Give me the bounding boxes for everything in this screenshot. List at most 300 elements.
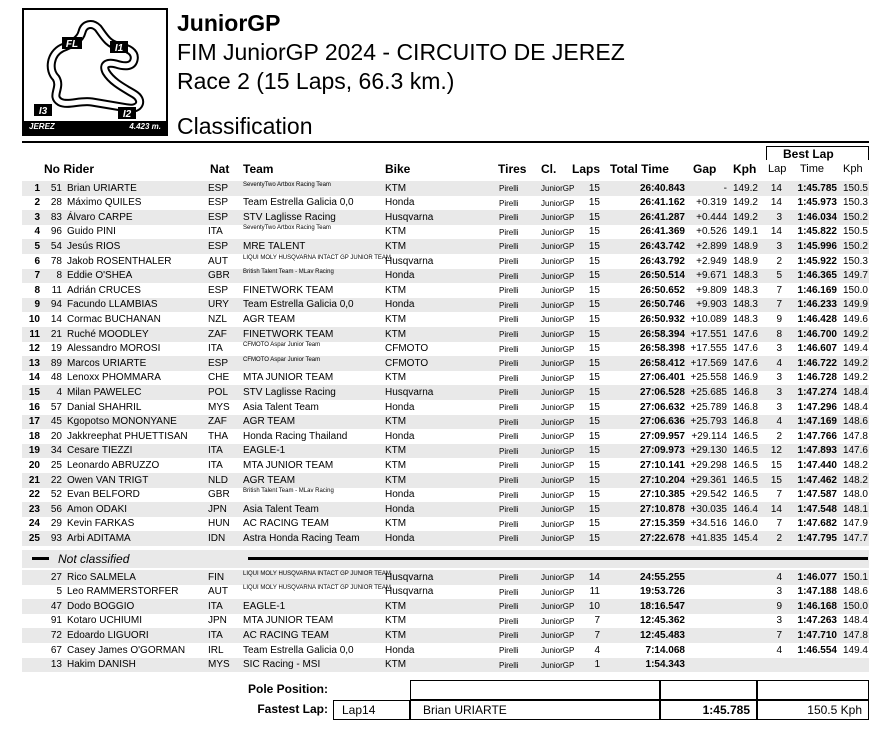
bike-cell: KTM <box>385 600 407 612</box>
fastest-lap-time-box <box>660 700 757 720</box>
nationality-cell: ESP <box>208 182 229 194</box>
fastest-lap-number-box <box>333 700 410 720</box>
position-cell: 7 <box>34 270 40 282</box>
bike-cell: KTM <box>385 226 407 238</box>
best-lap-number-cell: 7 <box>776 629 782 641</box>
number-cell: 78 <box>50 255 62 267</box>
best-lap-time-cell: 1:47.462 <box>797 474 837 486</box>
track-length: 4.423 m. <box>129 122 161 131</box>
number-cell: 8 <box>56 270 62 282</box>
fastest-lap-kph: 150.5 Kph <box>807 703 862 717</box>
number-cell: 14 <box>50 313 62 325</box>
total-time-cell: 26:58.398 <box>639 343 685 355</box>
nationality-cell: ESP <box>208 211 229 223</box>
total-time-cell: 27:06.528 <box>639 386 685 398</box>
total-time-cell: 24:55.255 <box>639 571 685 583</box>
laps-cell: 15 <box>588 182 600 194</box>
best-lap-kph-cell: 148.4 <box>842 386 868 398</box>
kph-cell: 145.4 <box>732 532 758 544</box>
position-cell: 21 <box>28 474 40 486</box>
best-lap-time-cell: 1:47.710 <box>797 629 837 641</box>
fastest-lap-number: Lap14 <box>342 703 376 717</box>
best-lap-kph-cell: 150.3 <box>842 255 868 267</box>
track-label-i1: I1 <box>114 43 124 54</box>
best-lap-kph-cell: 149.2 <box>842 357 868 369</box>
kph-cell: 146.8 <box>732 386 758 398</box>
rider-cell: Arbi ADITAMA <box>67 532 131 544</box>
position-cell: 25 <box>28 532 40 544</box>
team-cell: AC RACING TEAM <box>243 518 329 530</box>
event-title: FIM JuniorGP 2024 - CIRCUITO DE JEREZ <box>177 39 625 65</box>
position-cell: 13 <box>28 357 40 369</box>
total-time-cell: 26:50.652 <box>639 284 685 296</box>
nationality-cell: FIN <box>208 571 225 583</box>
position-cell: 5 <box>34 240 40 252</box>
class-cell: JuniorGP <box>541 286 575 296</box>
best-lap-number-cell: 3 <box>776 386 782 398</box>
best-lap-kph-cell: 150.2 <box>842 240 868 252</box>
class-cell: JuniorGP <box>541 184 575 193</box>
best-lap-time-cell: 1:46.233 <box>797 299 837 311</box>
kph-cell: 149.1 <box>732 226 758 238</box>
tires-cell: Pirelli <box>499 373 519 383</box>
best-lap-kph-cell: 149.9 <box>842 299 868 311</box>
tires-cell: Pirelli <box>499 476 519 485</box>
bike-cell: KTM <box>385 284 407 296</box>
laps-cell: 15 <box>588 518 600 530</box>
class-cell: JuniorGP <box>541 602 575 612</box>
best-lap-time-cell: 1:45.996 <box>797 240 837 252</box>
nationality-cell: POL <box>208 386 229 398</box>
total-time-cell: 26:50.514 <box>639 270 685 282</box>
position-cell: 3 <box>34 211 40 223</box>
number-cell: 13 <box>50 659 62 671</box>
class-cell: JuniorGP <box>541 330 575 339</box>
total-time-cell: 27:09.957 <box>639 430 685 442</box>
rider-cell: Leonardo ABRUZZO <box>67 459 160 471</box>
tires-cell: Pirelli <box>499 631 519 641</box>
position-cell: 15 <box>28 386 40 398</box>
nationality-cell: AUT <box>208 586 228 598</box>
best-lap-number-cell: 3 <box>776 240 782 252</box>
bike-cell: Husqvarna <box>385 571 434 583</box>
bike-cell: Honda <box>385 430 415 442</box>
best-lap-kph-cell: 148.4 <box>842 401 868 413</box>
best-lap-kph-cell: 148.2 <box>842 459 868 471</box>
col-kph: Kph <box>733 162 757 176</box>
best-lap-kph-cell: 148.0 <box>842 489 868 501</box>
class-cell: JuniorGP <box>541 660 575 670</box>
gap-cell: +25.789 <box>690 401 727 413</box>
best-lap-kph-cell: 148.4 <box>842 615 868 627</box>
rider-cell: Dodo BOGGIO <box>67 600 135 612</box>
tires-cell: Pirelli <box>499 184 519 193</box>
number-cell: 48 <box>50 372 62 384</box>
gap-cell: +29.361 <box>690 474 727 486</box>
best-lap-time-cell: 1:47.188 <box>797 586 837 598</box>
tires-cell: Pirelli <box>499 344 519 354</box>
best-lap-time-cell: 1:47.548 <box>797 503 837 515</box>
kph-cell: 147.6 <box>732 328 758 340</box>
col-best-lap-kph: Kph <box>843 163 863 175</box>
total-time-cell: 7:14.068 <box>645 644 685 656</box>
laps-cell: 7 <box>594 629 600 641</box>
best-lap-time-cell: 1:46.169 <box>797 284 837 296</box>
rider-cell: Cesare TIEZZI <box>67 445 133 457</box>
rider-cell: Danial SHAHRIL <box>67 401 142 413</box>
position-cell: 20 <box>28 459 40 471</box>
gap-cell: +29.130 <box>690 445 727 457</box>
bike-cell: Honda <box>385 532 415 544</box>
best-lap-kph-cell: 149.6 <box>842 313 868 325</box>
tires-cell: Pirelli <box>499 660 519 670</box>
table-row <box>22 181 869 196</box>
best-lap-time-cell: 1:47.766 <box>797 430 837 442</box>
table-row <box>22 599 869 614</box>
table-row <box>22 570 869 585</box>
team-cell: Team Estrella Galicia 0,0 <box>243 197 354 209</box>
fastest-lap-kph-box <box>757 700 869 720</box>
race-title: Race 2 (15 Laps, 66.3 km.) <box>177 68 455 94</box>
nationality-cell: ESP <box>208 240 229 252</box>
class-cell: JuniorGP <box>541 631 575 641</box>
position-cell: 23 <box>28 503 40 515</box>
rider-cell: Rico SALMELA <box>67 571 136 583</box>
total-time-cell: 27:10.385 <box>639 489 685 501</box>
team-cell: LIQUI MOLY HUSQVARNA INTACT GP JUNIOR TEAM <box>243 254 391 261</box>
bike-cell: KTM <box>385 328 407 340</box>
class-cell: JuniorGP <box>541 573 575 582</box>
kph-cell: 146.0 <box>732 518 758 530</box>
laps-cell: 7 <box>594 615 600 627</box>
table-row <box>22 254 869 269</box>
number-cell: 25 <box>50 459 62 471</box>
best-lap-kph-cell: 149.4 <box>842 343 868 355</box>
best-lap-kph-cell: 147.8 <box>842 629 868 641</box>
col-best-lap-number: Lap <box>768 163 787 175</box>
number-cell: 54 <box>50 240 62 252</box>
number-cell: 29 <box>50 518 62 530</box>
laps-cell: 15 <box>588 240 600 252</box>
best-lap-number-cell: 7 <box>776 489 782 501</box>
best-lap-number-cell: 7 <box>776 518 782 530</box>
best-lap-time-cell: 1:47.169 <box>797 416 837 428</box>
class-cell: JuniorGP <box>541 461 575 471</box>
tires-cell: Pirelli <box>499 587 519 597</box>
not-classified-dash <box>32 557 49 560</box>
laps-cell: 15 <box>588 416 600 428</box>
number-cell: 4 <box>56 386 62 398</box>
col-no-rider: No Rider <box>44 162 95 176</box>
rider-cell: Cormac BUCHANAN <box>67 313 161 325</box>
laps-cell: 15 <box>588 430 600 442</box>
class-cell: JuniorGP <box>541 344 575 354</box>
track-label-fl: FL <box>65 39 79 50</box>
rider-cell: Brian URIARTE <box>67 182 137 194</box>
class-cell: JuniorGP <box>541 490 575 500</box>
best-lap-time-cell: 1:46.168 <box>797 600 837 612</box>
best-lap-number-cell: 15 <box>770 459 782 471</box>
nationality-cell: CHE <box>208 372 230 384</box>
class-cell: JuniorGP <box>541 476 575 485</box>
track-label-i3: I3 <box>38 106 48 117</box>
nationality-cell: NZL <box>208 313 227 325</box>
bike-cell: KTM <box>385 474 407 486</box>
team-cell: Astra Honda Racing Team <box>243 532 360 544</box>
table-row <box>22 269 869 284</box>
kph-cell: 147.6 <box>732 343 758 355</box>
number-cell: 34 <box>50 445 62 457</box>
best-lap-time-cell: 1:46.728 <box>797 372 837 384</box>
gap-cell: - <box>723 182 727 194</box>
track-info-bar <box>24 121 166 134</box>
pole-time-box <box>660 680 757 700</box>
best-lap-kph-cell: 147.6 <box>842 445 868 457</box>
nationality-cell: ESP <box>208 197 229 209</box>
number-cell: 56 <box>50 503 62 515</box>
gap-cell: +41.835 <box>690 532 727 544</box>
col-gap: Gap <box>693 162 717 176</box>
best-lap-header-box <box>766 146 869 160</box>
best-lap-time-cell: 1:46.700 <box>797 328 837 340</box>
rider-cell: Owen VAN TRIGT <box>67 474 149 486</box>
number-cell: 11 <box>51 284 62 296</box>
col-laps: Laps <box>572 162 601 176</box>
team-cell: STV Laglisse Racing <box>243 386 336 398</box>
gap-cell: +17.569 <box>690 357 727 369</box>
best-lap-kph-cell: 148.2 <box>842 474 868 486</box>
rider-cell: Kevin FARKAS <box>67 518 135 530</box>
gap-cell: +29.114 <box>691 430 727 442</box>
total-time-cell: 26:58.412 <box>639 357 685 369</box>
best-lap-kph-cell: 150.5 <box>842 226 868 238</box>
best-lap-time-cell: 1:45.922 <box>797 255 837 267</box>
best-lap-kph-cell: 150.5 <box>842 182 868 194</box>
team-cell: CFMOTO Aspar Junior Team <box>243 342 321 349</box>
laps-cell: 15 <box>588 445 600 457</box>
total-time-cell: 26:41.162 <box>639 197 685 209</box>
best-lap-kph-cell: 147.9 <box>842 518 868 530</box>
rider-cell: Lenoxx PHOMMARA <box>67 372 161 384</box>
gap-cell: +0.444 <box>696 211 727 223</box>
kph-cell: 148.9 <box>732 240 758 252</box>
tires-cell: Pirelli <box>499 573 519 582</box>
tires-cell: Pirelli <box>499 490 519 500</box>
number-cell: 5 <box>56 586 62 598</box>
table-row <box>22 458 869 473</box>
best-lap-time-cell: 1:47.587 <box>797 489 837 501</box>
rider-cell: Jakkreephat PHUETTISAN <box>67 430 188 442</box>
nationality-cell: ZAF <box>208 416 227 428</box>
number-cell: 22 <box>50 474 62 486</box>
team-cell: LIQUI MOLY HUSQVARNA INTACT GP JUNIOR TEAM <box>243 585 391 592</box>
gap-cell: +17.555 <box>690 343 727 355</box>
gap-cell: +30.035 <box>690 503 727 515</box>
tires-cell: Pirelli <box>499 388 519 398</box>
bike-cell: Husqvarna <box>385 211 434 223</box>
best-lap-kph-cell: 149.2 <box>842 328 868 340</box>
nationality-cell: NLD <box>208 474 229 486</box>
gap-cell: +25.793 <box>690 416 727 428</box>
best-lap-kph-cell: 150.0 <box>842 600 868 612</box>
best-lap-header: Best Lap <box>783 147 834 161</box>
position-cell: 19 <box>28 445 40 457</box>
bike-cell: KTM <box>385 240 407 252</box>
col-team: Team <box>243 162 274 176</box>
team-cell: SIC Racing - MSI <box>243 659 321 671</box>
best-lap-kph-cell: 150.0 <box>842 284 868 296</box>
nationality-cell: ZAF <box>208 328 227 340</box>
total-time-cell: 27:10.204 <box>639 474 685 486</box>
bike-cell: Husqvarna <box>385 386 434 398</box>
kph-cell: 146.5 <box>732 459 758 471</box>
table-row <box>22 429 869 444</box>
best-lap-number-cell: 3 <box>776 343 782 355</box>
table-row <box>22 196 869 211</box>
class-cell: JuniorGP <box>541 227 575 237</box>
position-cell: 6 <box>34 255 40 267</box>
bike-cell: KTM <box>385 459 407 471</box>
track-label-i2: I2 <box>122 109 132 120</box>
rider-cell: Ruché MOODLEY <box>67 328 149 340</box>
gap-cell: +0.526 <box>696 226 727 238</box>
best-lap-time-cell: 1:46.428 <box>797 313 837 325</box>
bike-cell: KTM <box>385 518 407 530</box>
bike-cell: CFMOTO <box>385 343 429 355</box>
laps-cell: 15 <box>588 459 600 471</box>
team-cell: MTA JUNIOR TEAM <box>243 615 334 627</box>
total-time-cell: 18:16.547 <box>639 600 685 612</box>
gap-cell: +9.671 <box>696 270 727 282</box>
best-lap-kph-cell: 148.6 <box>842 586 868 598</box>
total-time-cell: 26:41.287 <box>639 211 685 223</box>
nationality-cell: HUN <box>208 518 230 530</box>
number-cell: 28 <box>50 197 62 209</box>
tires-cell: Pirelli <box>499 286 519 296</box>
table-row <box>22 371 869 386</box>
best-lap-number-cell: 14 <box>770 226 782 238</box>
table-row <box>22 239 869 254</box>
best-lap-number-cell: 9 <box>776 313 782 325</box>
team-cell: Team Estrella Galicia 0,0 <box>243 644 354 656</box>
nationality-cell: IRL <box>208 644 224 656</box>
team-cell: EAGLE-1 <box>243 445 286 457</box>
rider-cell: Milan PAWELEC <box>67 386 142 398</box>
number-cell: 93 <box>50 532 62 544</box>
fastest-lap-rider: Brian URIARTE <box>423 703 507 717</box>
team-cell: AGR TEAM <box>243 474 296 486</box>
class-cell: JuniorGP <box>541 534 575 544</box>
best-lap-number-cell: 7 <box>776 284 782 296</box>
best-lap-time-cell: 1:47.795 <box>797 532 837 544</box>
rider-cell: Máximo QUILES <box>67 197 142 209</box>
rider-cell: Edoardo LIGUORI <box>67 629 149 641</box>
best-lap-kph-cell: 149.2 <box>842 372 868 384</box>
table-row <box>22 517 869 532</box>
laps-cell: 14 <box>588 571 600 583</box>
team-cell: Honda Racing Thailand <box>243 430 348 442</box>
nationality-cell: THA <box>208 430 228 442</box>
table-row <box>22 385 869 400</box>
team-cell: FINETWORK TEAM <box>243 284 334 296</box>
nationality-cell: ITA <box>208 226 223 238</box>
fastest-lap-time: 1:45.785 <box>702 703 750 717</box>
kph-cell: 148.9 <box>732 255 758 267</box>
best-lap-number-cell: 3 <box>776 372 782 384</box>
best-lap-time-cell: 1:46.365 <box>797 270 837 282</box>
best-lap-kph-cell: 150.1 <box>842 571 868 583</box>
rider-cell: Guido PINI <box>67 226 116 238</box>
laps-cell: 15 <box>588 532 600 544</box>
nationality-cell: JPN <box>208 503 227 515</box>
position-cell: 10 <box>28 313 40 325</box>
number-cell: 67 <box>50 644 62 656</box>
bike-cell: Honda <box>385 401 415 413</box>
total-time-cell: 27:06.636 <box>639 416 685 428</box>
team-cell: Team Estrella Galicia 0,0 <box>243 299 354 311</box>
total-time-cell: 27:06.632 <box>639 401 685 413</box>
team-cell: MTA JUNIOR TEAM <box>243 459 334 471</box>
nationality-cell: MYS <box>208 659 230 671</box>
team-cell: British Talent Team - MLav Racing <box>243 488 334 495</box>
team-cell: AGR TEAM <box>243 416 296 428</box>
best-lap-number-cell: 8 <box>776 328 782 340</box>
table-row <box>22 342 869 357</box>
kph-cell: 149.2 <box>732 182 758 194</box>
class-cell: JuniorGP <box>541 646 575 655</box>
best-lap-number-cell: 12 <box>770 445 782 457</box>
number-cell: 94 <box>50 299 62 311</box>
kph-cell: 147.6 <box>732 357 758 369</box>
gap-cell: +10.089 <box>690 313 727 325</box>
gap-cell: +25.558 <box>690 372 727 384</box>
kph-cell: 148.3 <box>732 270 758 282</box>
kph-cell: 148.3 <box>732 313 758 325</box>
kph-cell: 146.5 <box>732 445 758 457</box>
rider-cell: Casey James O'GORMAN <box>67 644 186 656</box>
kph-cell: 148.3 <box>732 284 758 296</box>
best-lap-time-cell: 1:47.682 <box>797 518 837 530</box>
best-lap-time-cell: 1:47.893 <box>797 445 837 457</box>
position-cell: 4 <box>34 226 40 238</box>
total-time-cell: 26:58.394 <box>639 328 685 340</box>
nationality-cell: JPN <box>208 615 227 627</box>
laps-cell: 15 <box>588 503 600 515</box>
table-row <box>22 283 869 298</box>
rider-cell: Álvaro CARPE <box>67 211 133 223</box>
track-name: JEREZ <box>29 122 55 131</box>
rider-cell: Hakim DANISH <box>67 659 136 671</box>
laps-cell: 4 <box>594 644 600 656</box>
class-cell: JuniorGP <box>541 587 575 597</box>
col-best-lap-time: Time <box>800 163 825 175</box>
total-time-cell: 26:41.369 <box>639 226 685 238</box>
class-cell: JuniorGP <box>541 505 575 515</box>
position-cell: 14 <box>28 372 40 384</box>
class-cell: JuniorGP <box>541 388 575 398</box>
best-lap-number-cell: 15 <box>770 474 782 486</box>
gap-cell: +17.551 <box>690 328 727 340</box>
position-cell: 12 <box>28 343 40 355</box>
team-cell: LIQUI MOLY HUSQVARNA INTACT GP JUNIOR TEAM <box>243 570 391 577</box>
bike-cell: Honda <box>385 197 415 209</box>
table-row <box>22 628 869 643</box>
gap-cell: +9.903 <box>696 299 727 311</box>
tires-cell: Pirelli <box>499 213 519 223</box>
gap-cell: +25.685 <box>690 386 727 398</box>
best-lap-time-cell: 1:45.822 <box>797 226 837 238</box>
best-lap-number-cell: 4 <box>776 357 782 369</box>
